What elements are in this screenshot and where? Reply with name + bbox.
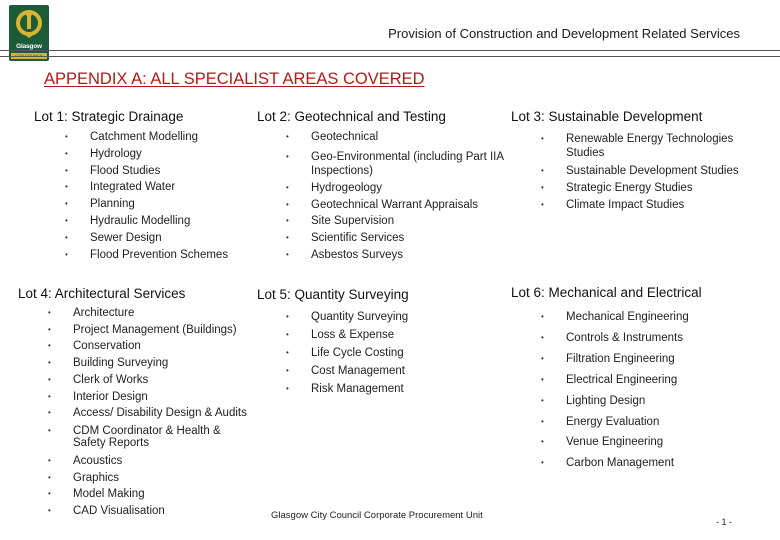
list-item: • CDM Coordinator & Health & Safety Reports [73,425,233,449]
crest-icon [9,5,49,43]
header-divider [0,50,780,51]
list-item: • Flood Studies [90,163,260,180]
list-item: • Scientific Services [311,230,506,247]
list-item: • Life Cycle Costing [311,344,501,362]
lot-2-heading: Lot 2: Geotechnical and Testing [257,109,446,124]
list-item: • Building Surveying [73,355,263,372]
lot-1-list [90,129,260,263]
list-item: • CAD Visualisation [73,503,263,520]
list-item: • Filtration Engineering [566,349,771,370]
page-number: - 1 - [716,517,733,527]
list-item: • Quantity Surveying [311,308,501,326]
list-item: • Catchment Modelling [90,129,260,146]
list-item: • Graphics [73,470,263,487]
list-item: • Venue Engineering [566,432,771,453]
list-item: • Climate Impact Studies [566,197,771,214]
list-item: • Geotechnical [311,129,506,146]
list-item: • Mechanical Engineering [566,307,771,328]
logo-city-text: Glasgow [16,43,42,50]
list-item: • Planning [90,196,260,213]
list-item: • Clerk of Works [73,372,263,389]
list-item: • Model Making [73,486,263,503]
appendix-title: APPENDIX A: ALL SPECIALIST AREAS COVERED [44,70,425,88]
list-item: • Renewable Energy Technologies Studies [566,132,771,160]
lot-5-heading: Lot 5: Quantity Surveying [257,287,409,302]
lot-3-list [566,132,771,213]
lot-4-list [73,305,263,520]
list-item: • Conservation [73,338,263,355]
lot-2-list [311,129,506,264]
list-item: • Hydrogeology [311,180,506,197]
list-item: • Geo-Environmental (including Part IIA Inspections) [311,150,506,178]
list-item: • Integrated Water [90,179,260,196]
list-item: • Site Supervision [311,213,506,230]
list-item: • Cost Management [311,362,501,380]
list-item: • Asbestos Surveys [311,247,506,264]
list-item: • Interior Design [73,389,263,406]
list-item: • Electrical Engineering [566,370,771,391]
lot-3-heading: Lot 3: Sustainable Development [511,109,703,124]
list-item: • Risk Management [311,380,501,398]
list-item: • Controls & Instruments [566,328,771,349]
lot-5-list [311,308,501,398]
list-item: • Access/ Disability Design & Audits [73,405,263,422]
lot-1-heading: Lot 1: Strategic Drainage [34,109,184,124]
list-item: • Acoustics [73,453,263,470]
list-item: • Geotechnical Warrant Appraisals [311,197,506,214]
list-item: • Hydrology [90,146,260,163]
footer-text: Glasgow City Council Corporate Procurement Unit [271,510,483,521]
list-item: • Hydraulic Modelling [90,213,260,230]
lot-6-heading: Lot 6: Mechanical and Electrical [511,285,702,300]
page-header-title: Provision of Construction and Development Related Services [388,26,740,41]
list-item: • Loss & Expense [311,326,501,344]
lot-6-list [566,307,771,474]
lot-4-heading: Lot 4: Architectural Services [18,286,186,301]
list-item: • Flood Prevention Schemes [90,247,260,264]
list-item: • Sustainable Development Studies [566,163,771,180]
list-item: • Sewer Design [90,230,260,247]
list-item: • Lighting Design [566,391,771,412]
glasgow-city-council-logo [9,5,49,61]
list-item: • Architecture [73,305,263,322]
list-item: • Energy Evaluation [566,412,771,433]
list-item: • Strategic Energy Studies [566,180,771,197]
header-divider-secondary [0,56,780,57]
list-item: • Project Management (Buildings) [73,322,263,339]
list-item: • Carbon Management [566,453,771,474]
